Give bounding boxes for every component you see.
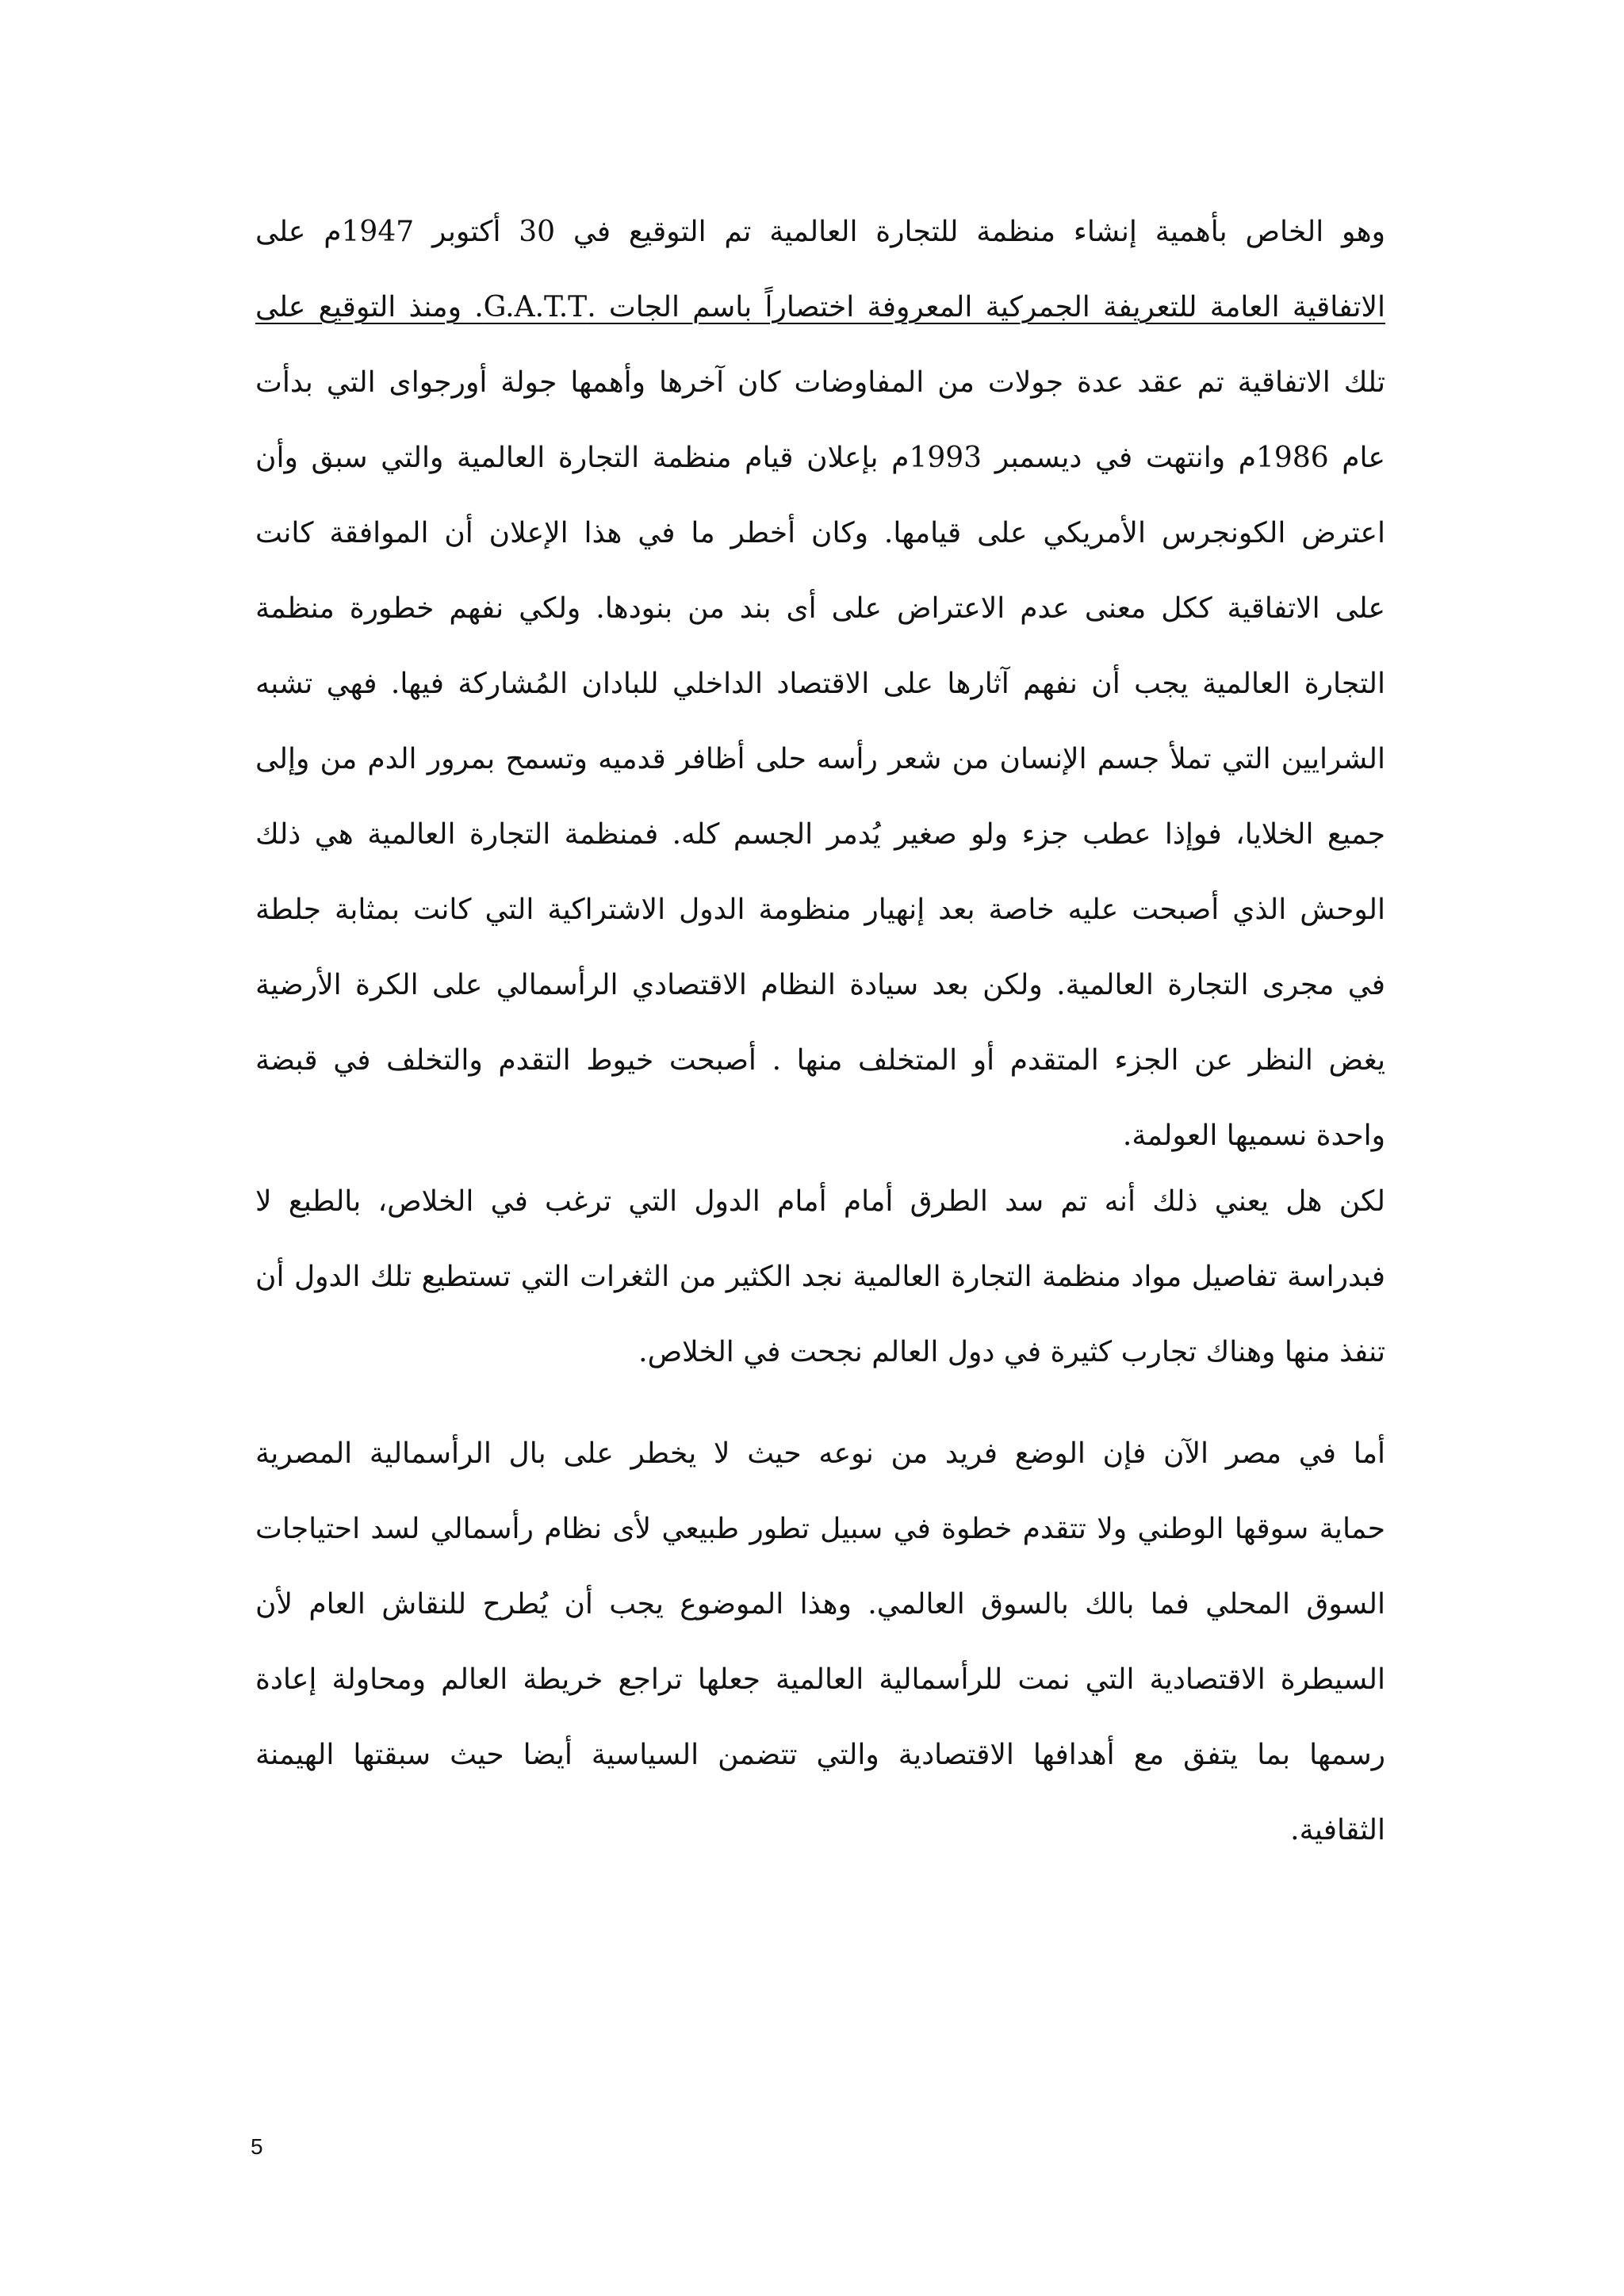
paragraph-egypt-situation <box>255 1416 1385 1868</box>
text-line: حماية سوقها الوطني ولا تتقدم خطوة في سبيل تطور طبيعي لأى نظام رأسمالي لسد احتياجات <box>255 1513 1385 1545</box>
paragraph-escape-possibility <box>255 1164 1385 1390</box>
text-line: السيطرة الاقتصادية التي نمت للرأسمالية العالمية جعلها تراجع خريطة العالم ومحاولة إعادة <box>255 1663 1385 1696</box>
text-line: وهو الخاص بأهمية إنشاء منظمة للتجارة العالمية تم التوقيع في 30 أكتوبر 1947م على <box>255 216 1385 248</box>
text-line: رسمها بما يتفق مع أهدافها الاقتصادية والتي تتضمن السياسية أيضا حيث سبقتها الهيمنة <box>255 1739 1385 1771</box>
text-line: في مجرى التجارة العالمية. ولكن بعد سيادة النظام الاقتصادي الرأسمالي على الكرة الأرضية <box>255 969 1385 1001</box>
text-line: التجارة العالمية يجب أن نفهم آثارها على الاقتصاد الداخلي للبادان المُشاركة فيها. فهي تشبه <box>255 668 1385 700</box>
text-line: فبدراسة تفاصيل مواد منظمة التجارة العالمية نجد الكثير من الثغرات التي تستطيع تلك الدول أن <box>255 1261 1385 1293</box>
text-line: الوحش الذي أصبحت عليه خاصة بعد إنهيار منظومة الدول الاشتراكية التي كانت بمثابة جلطة <box>255 894 1385 926</box>
text-line-underlined-gatt: الاتفاقية العامة للتعريفة الجمركية المعروفة اختصاراً باسم الجات .G.A.T.T. ومنذ التوقيع على <box>255 291 1385 323</box>
text-line: تلك الاتفاقية تم عقد عدة جولات من المفاوضات كان آخرها وأهمها جولة أورجواى التي بدأت <box>255 366 1385 399</box>
text-line: جميع الخلايا، فوإذا عطب جزء ولو صغير يُدمر الجسم كله. فمنظمة التجارة العالمية هي ذلك <box>255 818 1385 851</box>
paragraph-wto-history <box>255 194 1385 1173</box>
text-line: على الاتفاقية ككل معنى عدم الاعتراض على أى بند من بنودها. ولكي نفهم خطورة منظمة <box>255 592 1385 625</box>
text-line-last: واحدة نسميها العولمة. <box>1122 1119 1385 1152</box>
text-line: السوق المحلي فما بالك بالسوق العالمي. وهذا الموضوع يجب أن يُطرح للنقاش العام لأن <box>255 1588 1385 1621</box>
text-line-last: تنفذ منها وهناك تجارب كثيرة في دول العالم نجحت في الخلاص. <box>638 1336 1385 1368</box>
text-line-last: الثقافية. <box>1290 1814 1385 1846</box>
page-number: 5 <box>251 2134 263 2159</box>
text-line: لكن هل يعني ذلك أنه تم سد الطرق أمام أمام الدول التي ترغب في الخلاص، بالطبع لا <box>255 1185 1385 1218</box>
text-line: عام 1986م وانتهت في ديسمبر 1993م بإعلان قيام منظمة التجارة العالمية والتي سبق وأن <box>255 442 1385 474</box>
text-line: الشرايين التي تملأ جسم الإنسان من شعر رأسه حلى أظافر قدميه وتسمح بمرور الدم من وإلى <box>255 743 1385 775</box>
text-line: أما في مصر الآن فإن الوضع فريد من نوعه حيث لا يخطر على بال الرأسمالية المصرية <box>255 1437 1385 1470</box>
text-line: يغض النظر عن الجزء المتقدم أو المتخلف منها . أصبحت خيوط التقدم والتخلف في قبضة <box>255 1044 1385 1077</box>
text-line: اعترض الكونجرس الأمريكي على قيامها. وكان أخطر ما في هذا الإعلان أن الموافقة كانت <box>255 517 1385 549</box>
